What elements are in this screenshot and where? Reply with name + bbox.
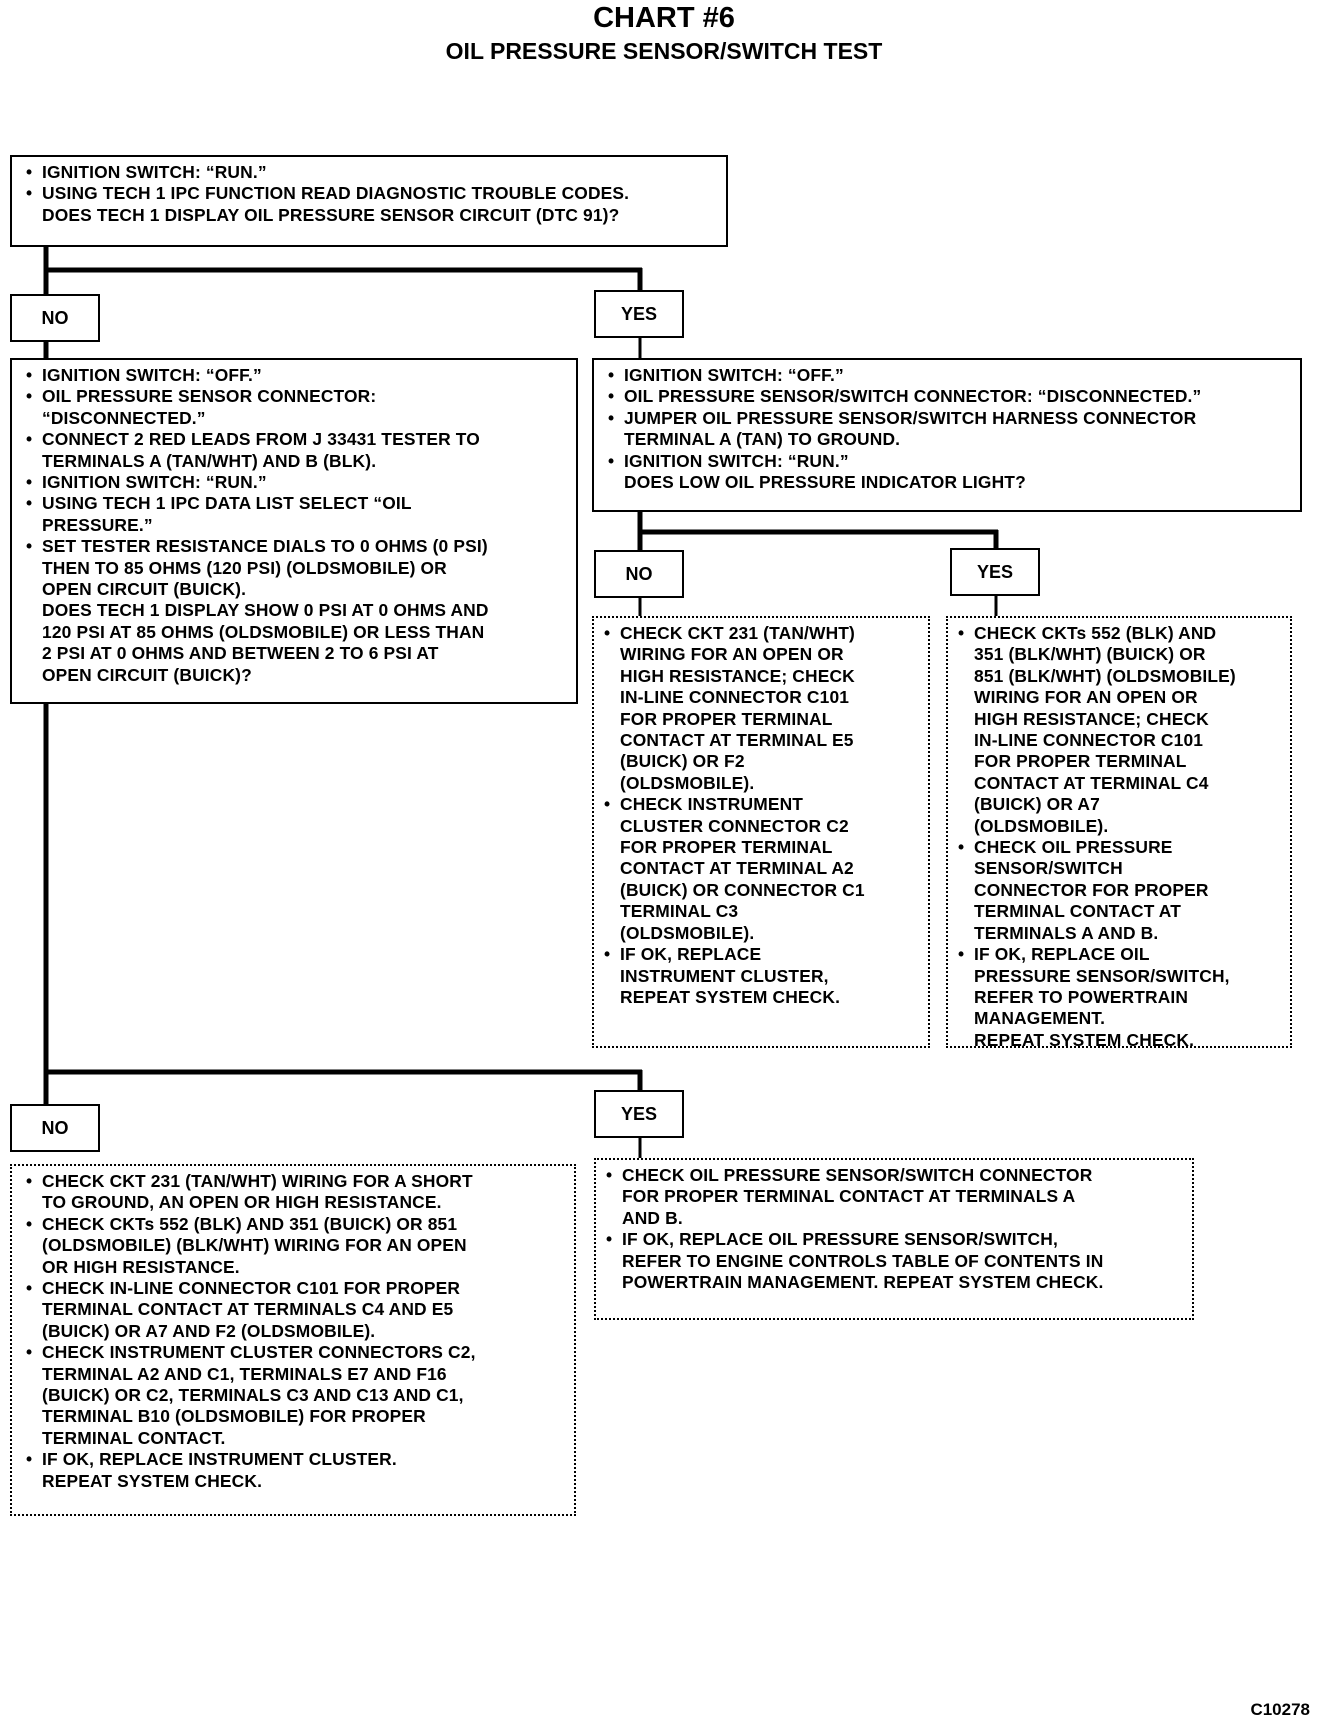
left-test-item: • CONNECT 2 RED LEADS FROM J 33431 TESTER TO TERMINALS A (TAN/WHT) AND B (BLK).	[26, 429, 570, 472]
result-bottom-left-item: • IF OK, REPLACE INSTRUMENT CLUSTER. REPEAT SYSTEM CHECK.	[26, 1449, 568, 1492]
right-test-item: • OIL PRESSURE SENSOR/SWITCH CONNECTOR: “DISCONNECTED.”	[608, 386, 1294, 407]
decision-no-label: NO	[10, 1104, 100, 1152]
right-test-item: • IGNITION SWITCH: “RUN.”	[608, 451, 1294, 472]
result-bottom-left-box	[10, 1164, 576, 1516]
decision-no-label: NO	[594, 550, 684, 598]
result-yes-box	[946, 616, 1292, 1048]
chart-subtitle: OIL PRESSURE SENSOR/SWITCH TEST	[445, 38, 883, 64]
result-no-item: • CHECK CKT 231 (TAN/WHT) WIRING FOR AN OPEN OR HIGH RESISTANCE; CHECK IN-LINE CONNECTOR C101 FOR PROPER TERMINAL CONTACT AT TERMINAL E5 (BUICK) OR F2 (OLDSMOBILE).	[604, 623, 922, 794]
result-yes-item: • CHECK OIL PRESSURE SENSOR/SWITCH CONNECTOR FOR PROPER TERMINAL CONTACT AT TERMINALS A AND B.	[958, 837, 1284, 944]
figure-code: C10278	[1250, 1700, 1310, 1719]
decision-yes-label: YES	[594, 290, 684, 338]
result-yes-item: • IF OK, REPLACE OIL PRESSURE SENSOR/SWITCH, REFER TO POWERTRAIN MANAGEMENT. REPEAT SYSTEM CHECK.	[958, 944, 1284, 1051]
left-test-item: • OIL PRESSURE SENSOR CONNECTOR: “DISCONNECTED.”	[26, 386, 570, 429]
result-bottom-right-box	[594, 1158, 1194, 1320]
decision-no-label: NO	[10, 294, 100, 342]
start-box	[10, 155, 728, 247]
right-test-box	[592, 358, 1302, 512]
decision-yes-label: YES	[950, 548, 1040, 596]
start-item: • USING TECH 1 IPC FUNCTION READ DIAGNOSTIC TROUBLE CODES.	[26, 183, 720, 204]
left-test-item: • IGNITION SWITCH: “OFF.”	[26, 365, 570, 386]
start-question: DOES TECH 1 DISPLAY OIL PRESSURE SENSOR CIRCUIT (DTC 91)?	[42, 204, 620, 225]
result-bottom-right-item: • IF OK, REPLACE OIL PRESSURE SENSOR/SWITCH, REFER TO ENGINE CONTROLS TABLE OF CONTENTS IN POWERTRAIN MANAGEMENT. REPEAT SYSTEM CHECK.	[606, 1229, 1186, 1293]
decision-yes-label: YES	[594, 1090, 684, 1138]
result-bottom-left-item: • CHECK CKT 231 (TAN/WHT) WIRING FOR A SHORT TO GROUND, AN OPEN OR HIGH RESISTANCE.	[26, 1171, 568, 1214]
result-no-item: • CHECK INSTRUMENT CLUSTER CONNECTOR C2 FOR PROPER TERMINAL CONTACT AT TERMINAL A2 (BUICK) OR CONNECTOR C1 TERMINAL C3 (OLDSMOBILE).	[604, 794, 922, 944]
result-bottom-left-item: • CHECK CKTs 552 (BLK) AND 351 (BUICK) OR 851 (OLDSMOBILE) (BLK/WHT) WIRING FOR AN OPEN OR HIGH RESISTANCE.	[26, 1214, 568, 1278]
left-test-item: • SET TESTER RESISTANCE DIALS TO 0 OHMS (0 PSI) THEN TO 85 OHMS (120 PSI) (OLDSMOBILE) OR OPEN CIRCUIT (BUICK). DOES TECH 1 DISPLAY SHOW 0 PSI AT 0 OHMS AND 120 PSI AT 85 OHMS (OLDSMOBILE) OR LESS THAN 2 PSI AT 0 OHMS AND BETWEEN 2 TO 6 PSI AT OPEN CIRCUIT (BUICK)?	[26, 536, 570, 686]
result-no-box	[592, 616, 930, 1048]
right-test-item: • JUMPER OIL PRESSURE SENSOR/SWITCH HARNESS CONNECTOR TERMINAL A (TAN) TO GROUND.	[608, 408, 1294, 451]
result-yes-item: • CHECK CKTs 552 (BLK) AND 351 (BLK/WHT) (BUICK) OR 851 (BLK/WHT) (OLDSMOBILE) WIRING FOR AN OPEN OR HIGH RESISTANCE; CHECK IN-LINE CONNECTOR C101 FOR PROPER TERMINAL CONTACT AT TERMINAL C4 (BUICK) OR A7 (OLDSMOBILE).	[958, 623, 1284, 837]
result-bottom-left-item: • CHECK INSTRUMENT CLUSTER CONNECTORS C2, TERMINAL A2 AND C1, TERMINALS E7 AND F16 (BUICK) OR C2, TERMINALS C3 AND C13 AND C1, TERMINAL B10 (OLDSMOBILE) FOR PROPER TERMINAL CONTACT.	[26, 1342, 568, 1449]
result-bottom-right-item: • CHECK OIL PRESSURE SENSOR/SWITCH CONNECTOR FOR PROPER TERMINAL CONTACT AT TERMINALS A AND B.	[606, 1165, 1186, 1229]
left-test-box	[10, 358, 578, 704]
chart-title: CHART #6	[593, 2, 735, 34]
left-test-item: • IGNITION SWITCH: “RUN.”	[26, 472, 570, 493]
right-test-item: • IGNITION SWITCH: “OFF.”	[608, 365, 1294, 386]
left-test-item: • USING TECH 1 IPC DATA LIST SELECT “OIL PRESSURE.”	[26, 493, 570, 536]
right-test-question: DOES LOW OIL PRESSURE INDICATOR LIGHT?	[624, 472, 1026, 493]
result-no-item: • IF OK, REPLACE INSTRUMENT CLUSTER, REPEAT SYSTEM CHECK.	[604, 944, 922, 1008]
result-bottom-left-item: • CHECK IN-LINE CONNECTOR C101 FOR PROPER TERMINAL CONTACT AT TERMINALS C4 AND E5 (BUICK) OR A7 AND F2 (OLDSMOBILE).	[26, 1278, 568, 1342]
start-item: • IGNITION SWITCH: “RUN.”	[26, 162, 720, 183]
